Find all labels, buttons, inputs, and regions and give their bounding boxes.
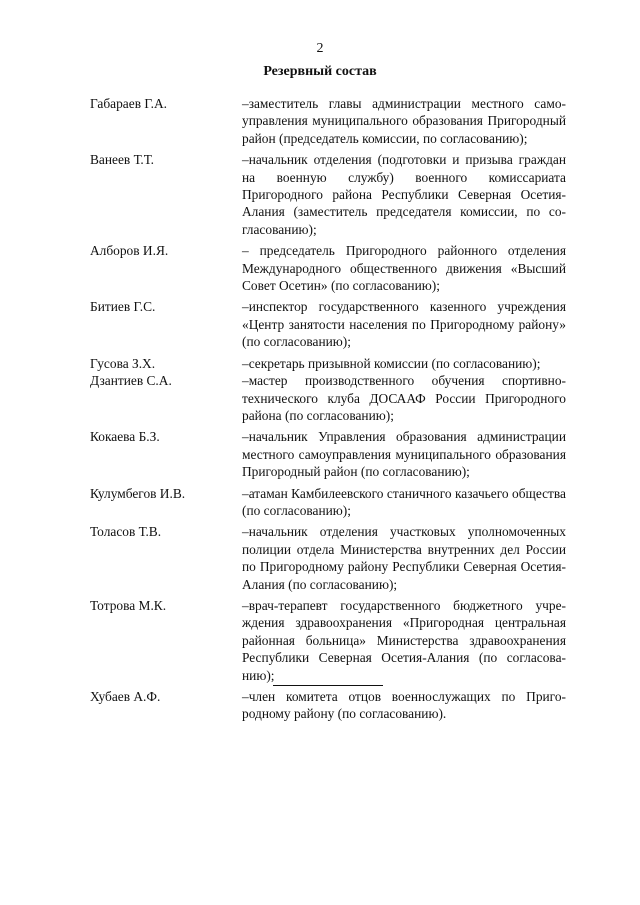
member-role: –член комитета отцов военнослужащих по Пригородному району (по согласованию).: [242, 689, 566, 722]
member-name: Тотрова М.К.: [90, 597, 167, 613]
member-role: –начальник отделения (подготовки и призыва граждан на военную службу) военного комиссариата Пригородного района Республики Северная Осетия-Алания (заместитель председателя комиссии, по согласованию);: [242, 152, 566, 237]
member-row: [90, 242, 566, 294]
member-role: –врач-терапевт государственного бюджетного учреждения здравоохранения «Пригородная центральная районная больница» Министерства здравоохранения Республики Северная Осетия-Алания (по согласованию);: [242, 597, 566, 683]
member-row: [90, 95, 566, 147]
member-role: –заместитель главы администрации местного самоуправления муниципального образования Пригородный район (председатель комиссии, по согласованию);: [242, 96, 566, 146]
members-list: [90, 95, 566, 723]
page-title: Резервный состав: [263, 64, 377, 79]
member-role: –инспектор государственного казенного учреждения «Центр занятости населения по Пригородному району» (по согласованию);: [242, 299, 566, 350]
member-row: [90, 372, 566, 424]
member-name: Хубаев А.Ф.: [90, 689, 161, 704]
closing-divider: [273, 685, 383, 686]
member-name: Гусова З.Х.: [90, 355, 156, 371]
member-row: [90, 151, 566, 238]
member-row: [90, 688, 566, 723]
member-name: Толасов Т.В.: [90, 524, 162, 540]
member-row: [90, 523, 566, 593]
member-row: [90, 428, 566, 480]
member-row: [90, 355, 566, 372]
member-role: –секретарь призывной комиссии (по согласованию);: [242, 355, 541, 371]
member-name: Кулумбегов И.В.: [90, 485, 186, 501]
member-name: Габараев Г.А.: [90, 96, 167, 111]
member-name: Ванеев Т.Т.: [90, 152, 154, 168]
member-role: –начальник Управления образования администрации местного самоуправления муниципального образования Пригородный район (по согласованию);: [242, 429, 566, 480]
member-name: Битиев Г.С.: [90, 299, 156, 315]
member-row: [90, 597, 566, 684]
member-row: [90, 298, 566, 350]
member-name: Дзантиев С.А.: [90, 373, 172, 389]
member-row: [90, 485, 566, 520]
member-name: Алборов И.Я.: [90, 243, 169, 259]
member-role: – председатель Пригородного районного отделения Международного общественного движения «Высший Совет Осетин» (по согласованию);: [242, 243, 566, 294]
member-role: –атаман Камбилеевского станичного казачьего общества (по согласованию);: [242, 485, 566, 518]
member-role: –мастер производственного обучения спортивно-технического клуба ДОСААФ России Пригородного района (по согласованию);: [242, 373, 566, 423]
member-role: –начальник отделения участковых уполномоченных полиции отдела Министерства внутренних дел России по Пригородному району Республики Северная Осетия-Алания (по согласованию);: [242, 524, 566, 592]
page-number: 2: [316, 41, 324, 56]
member-name: Кокаева Б.З.: [90, 429, 160, 445]
